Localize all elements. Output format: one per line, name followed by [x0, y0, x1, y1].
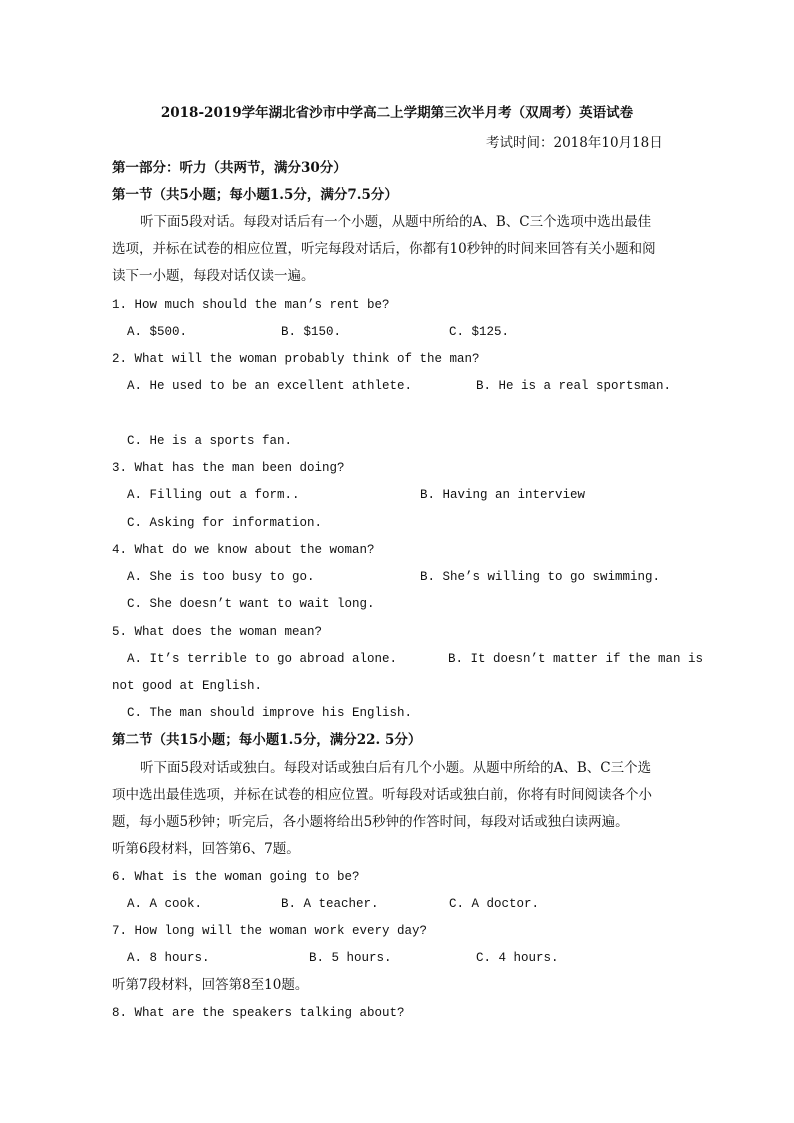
q7-option-a: A. 8 hours. [127, 951, 210, 965]
material-6-note: 听第6段材料，回答第6、7题。 [112, 841, 300, 857]
q1-option-a: A. $500. [127, 325, 188, 339]
q2-option-b: B. He is a real sportsman. [476, 379, 672, 393]
q1-option-b: B. $150. [281, 325, 342, 339]
question-8: 8. What are the speakers talking about? [112, 1006, 405, 1020]
q2-option-c: C. He is a sports fan. [127, 434, 293, 448]
question-5: 5. What does the woman mean? [112, 625, 323, 639]
q4-option-a: A. She is too busy to go. [127, 570, 315, 584]
q5-option-c: C. The man should improve his English. [127, 706, 413, 720]
part1-heading: 第一部分：听力（共两节，满分30分） [112, 160, 347, 176]
q3-option-c: C. Asking for information. [127, 516, 323, 530]
q4-option-c: C. She doesn’t want to wait long. [127, 597, 375, 611]
q4-option-b: B. She’s willing to go swimming. [420, 570, 661, 584]
section1-heading: 第一节（共5小题；每小题1.5分，满分7.5分） [112, 187, 398, 203]
section2-heading: 第二节（共15小题；每小题1.5分，满分22. 5分） [112, 732, 422, 748]
question-2: 2. What will the woman probably think of the man? [112, 352, 480, 366]
section2-instructions-line2: 项中选出最佳选项，并标在试卷的相应位置。听每段对话或独白前，你将有时间阅读各个小 [112, 787, 652, 803]
section2-instructions-line3: 题，每小题5秒钟；听完后，各小题将给出5秒钟的作答时间，每段对话或独白读两遍。 [112, 814, 629, 830]
q6-option-b: B. A teacher. [281, 897, 379, 911]
exam-time: 考试时间：2018年10月18日 [486, 135, 663, 151]
q3-option-b: B. Having an interview [420, 488, 586, 502]
section1-instructions-line2: 选项，并标在试卷的相应位置，听完每段对话后，你都有10秒钟的时间来回答有关小题和阅 [112, 241, 656, 257]
section1-instructions-line1: 听下面5段对话。每段对话后有一个小题，从题中所给的A、B、C三个选项中选出最佳 [140, 214, 652, 230]
exam-title: 2018-2019学年湖北省沙市中学高二上学期第三次半月考（双周考）英语试卷 [160, 105, 634, 121]
section2-instructions-line1: 听下面5段对话或独白。每段对话或独白后有几个小题。从题中所给的A、B、C三个选 [140, 760, 652, 776]
q2-option-a: A. He used to be an excellent athlete. [127, 379, 413, 393]
question-3: 3. What has the man been doing? [112, 461, 345, 475]
q3-option-a: A. Filling out a form.. [127, 488, 300, 502]
q5-option-b-continued: not good at English. [112, 679, 263, 693]
material-7-note: 听第7段材料，回答第8至10题。 [112, 977, 309, 993]
question-7: 7. How long will the woman work every day? [112, 924, 428, 938]
q6-option-a: A. A cook. [127, 897, 203, 911]
question-6: 6. What is the woman going to be? [112, 870, 360, 884]
q5-option-b: B. It doesn’t matter if the man is [448, 652, 704, 666]
q7-option-c: C. 4 hours. [476, 951, 559, 965]
section1-instructions-line3: 读下一小题，每段对话仅读一遍。 [112, 268, 315, 284]
q5-option-a: A. It’s terrible to go abroad alone. [127, 652, 398, 666]
q6-option-c: C. A doctor. [449, 897, 540, 911]
q1-option-c: C. $125. [449, 325, 510, 339]
q7-option-b: B. 5 hours. [309, 951, 392, 965]
question-1: 1. How much should the man’s rent be? [112, 298, 390, 312]
question-4: 4. What do we know about the woman? [112, 543, 375, 557]
